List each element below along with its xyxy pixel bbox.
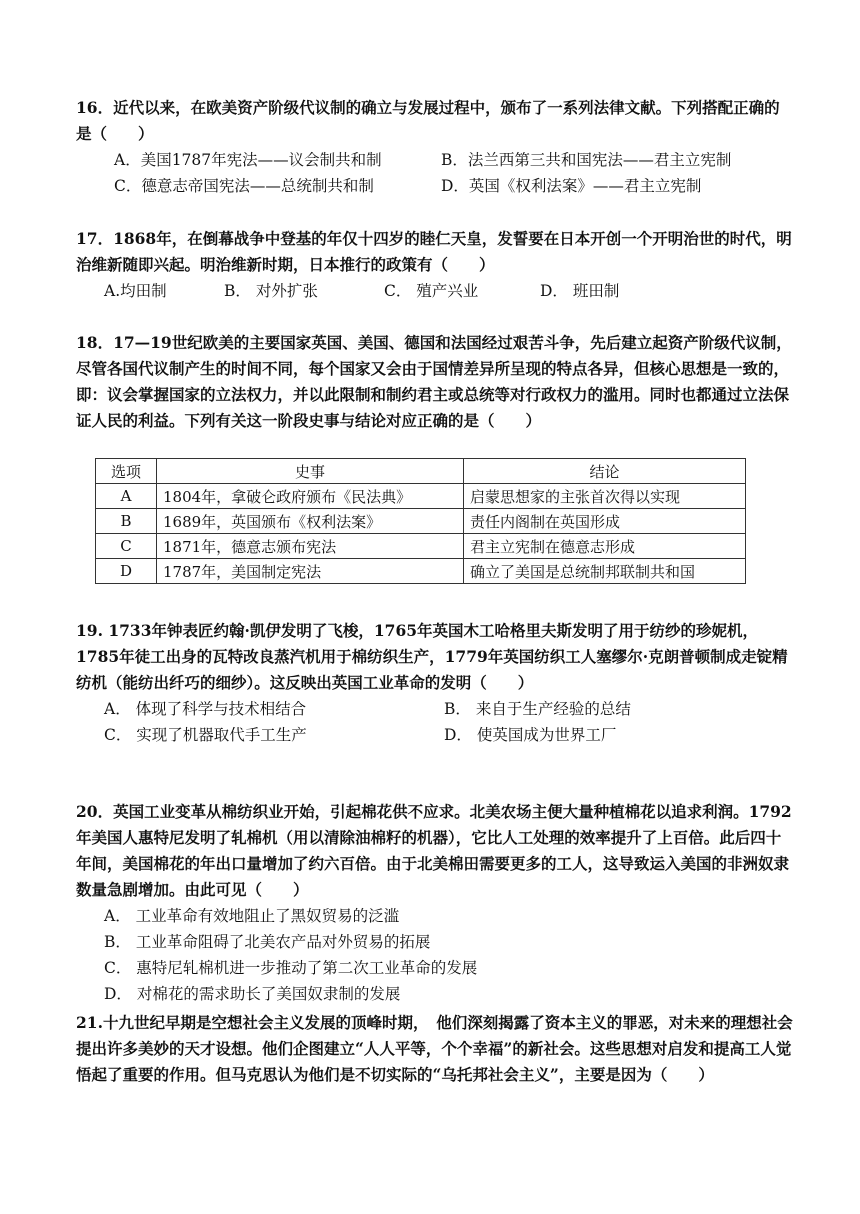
table-row <box>96 484 746 509</box>
option-b: B．法兰西第三共和国宪法——君主立宪制 <box>441 151 732 169</box>
question-19 <box>76 618 794 748</box>
row-conclusion: 责任内阁制在英国形成 <box>464 509 746 534</box>
question-21-stem: 21.十九世纪早期是空想社会主义发展的顶峰时期， 他们深刻揭露了资本主义的罪恶，对未来的理想社会提出许多美妙的天才设想。他们企图建立“人人平等，个个幸福”的新社会。这些思想对启发和提高工人觉悟起了重要的作用。但马克思认为他们是不切实际的“乌托邦社会主义”，主要是因为（ ） <box>76 1013 793 1084</box>
history-table <box>95 458 746 584</box>
question-20-options <box>76 903 794 1007</box>
row-event: 1804年，拿破仑政府颁布《民法典》 <box>157 484 464 509</box>
table-header-row <box>96 459 746 484</box>
header-option: 选项 <box>96 459 157 484</box>
option-b: B． 来自于生产经验的总结 <box>444 700 631 718</box>
option-b: B． 工业革命阻碍了北美农产品对外贸易的拓展 <box>104 933 431 951</box>
option-d: D． 班田制 <box>540 282 620 300</box>
option-d: D． 使英国成为世界工厂 <box>444 726 617 744</box>
question-21 <box>76 1010 794 1088</box>
table-row <box>96 559 746 584</box>
question-16-options <box>76 147 794 199</box>
header-event: 史事 <box>157 459 464 484</box>
option-c: C．德意志帝国宪法——总统制共和制 <box>114 177 374 195</box>
row-conclusion: 启蒙思想家的主张首次得以实现 <box>464 484 746 509</box>
row-conclusion: 君主立宪制在德意志形成 <box>464 534 746 559</box>
question-19-stem: 19. 1733年钟表匠约翰·凯伊发明了飞梭，1765年英国木工哈格里夫斯发明了用于纺纱的珍妮机，1785年徒工出身的瓦特改良蒸汽机用于棉纺织生产，1779年英国纺织工人塞缪尔·克朗普顿制成走锭精纺机（能纺出纤巧的细纱）。这反映出英国工业革命的发明（ ） <box>76 621 788 692</box>
option-d: D． 对棉花的需求助长了美国奴隶制的发展 <box>104 985 401 1003</box>
row-option: B <box>96 509 157 534</box>
row-option: A <box>96 484 157 509</box>
row-option: C <box>96 534 157 559</box>
question-16 <box>76 95 794 199</box>
question-16-stem: 16．近代以来，在欧美资产阶级代议制的确立与发展过程中，颁布了一系列法律文献。下列搭配正确的是（ ） <box>76 98 780 143</box>
option-a: A.均田制 <box>104 282 167 300</box>
option-c: C． 惠特尼轧棉机进一步推动了第二次工业革命的发展 <box>104 959 478 977</box>
option-a: A． 工业革命有效地阻止了黑奴贸易的泛滥 <box>104 907 400 925</box>
option-d: D．英国《权利法案》——君主立宪制 <box>441 177 702 195</box>
option-a: A．美国1787年宪法——议会制共和制 <box>114 151 382 169</box>
question-17-options <box>76 278 794 304</box>
header-conclusion: 结论 <box>464 459 746 484</box>
table-row <box>96 509 746 534</box>
row-option: D <box>96 559 157 584</box>
question-20-stem: 20．英国工业变革从棉纺织业开始，引起棉花供不应求。北美农场主便大量种植棉花以追求利润。1792年美国人惠特尼发明了轧棉机（用以清除油棉籽的机器），它比人工处理的效率提升了上百倍。此后四十年间，美国棉花的年出口量增加了约六百倍。由于北美棉田需要更多的工人，这导致运入美国的非洲奴隶数量急剧增加。由此可见（ ） <box>76 802 792 899</box>
question-17 <box>76 226 794 304</box>
option-b: B． 对外扩张 <box>224 282 318 300</box>
row-event: 1689年，英国颁布《权利法案》 <box>157 509 464 534</box>
option-c: C． 实现了机器取代手工生产 <box>104 726 307 744</box>
question-19-options <box>76 696 794 748</box>
row-event: 1787年，美国制定宪法 <box>157 559 464 584</box>
row-event: 1871年，德意志颁布宪法 <box>157 534 464 559</box>
question-17-stem: 17．1868年，在倒幕战争中登基的年仅十四岁的睦仁天皇，发誓要在日本开创一个开明治世的时代，明治维新随即兴起。明治维新时期，日本推行的政策有（ ） <box>76 229 792 274</box>
row-conclusion: 确立了美国是总统制邦联制共和国 <box>464 559 746 584</box>
question-18-stem: 18．17—19世纪欧美的主要国家英国、美国、德国和法国经过艰苦斗争，先后建立起资产阶级代议制，尽管各国代议制产生的时间不同，每个国家又会由于国情差异所呈现的特点各异，但核心思想是一致的，即：议会掌握国家的立法权力，并以此限制和制约君主或总统等对行政权力的滥用。同时也都通过立法保证人民的利益。下列有关这一阶段史事与结论对应正确的是（ ） <box>76 333 792 430</box>
question-18 <box>76 330 794 434</box>
table-row <box>96 534 746 559</box>
option-c: C． 殖产兴业 <box>384 282 479 300</box>
option-a: A． 体现了科学与技术相结合 <box>104 700 307 718</box>
question-20 <box>76 799 794 1007</box>
